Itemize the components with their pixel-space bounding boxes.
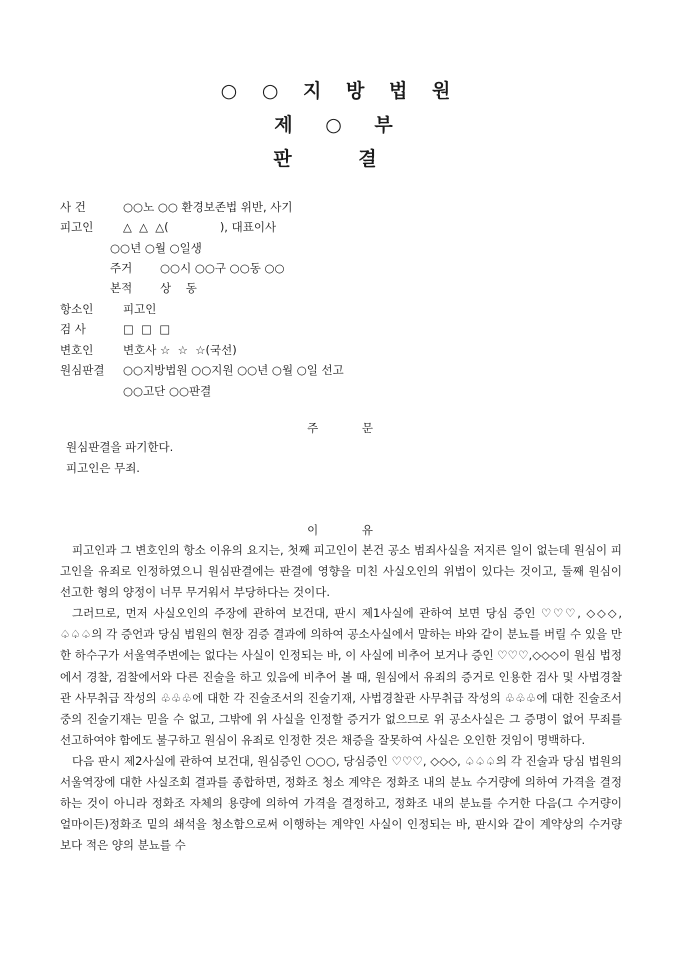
domicile-value: 상 동	[160, 281, 197, 295]
order-line: 원심판결을 파기한다.	[66, 440, 174, 454]
order-line: 피고인은 무죄.	[66, 461, 140, 475]
reasons-paragraph: 다음 판시 제2사실에 관하여 보건대, 원심증인 ○○○, 당심증인 ♡♡♡, ◇◇◇, ♤♤♤의 각 진술과 당심 법원의 서울역장에 대한 사실조회 결과를 종합하면, 정화조 청소 계약은 정화조 내의 분뇨 수거량에 의하여 가격을 결정하는 것이 아니라 정화조 자체의 용량에 의하여 가격을 결정하고, 정화조 내의 분뇨를 수거한 다음(그 수거량이 얼마이든)정화조 밑의 쇄석을 청소함으로써 이행하는 계약인 사실이 인정되는 바, 판시와 같이 계약상의 수거량보다 적은 양의 분뇨를 수	[60, 753, 622, 853]
case-value: ○○노 ○○ 환경보존법 위반, 사기	[123, 200, 293, 214]
defendant-row	[60, 220, 276, 234]
counsel-row	[60, 343, 237, 357]
original-judgment-row	[60, 363, 344, 377]
address-label: 주거	[110, 261, 133, 275]
prosecutor-label: 검 사	[60, 322, 86, 336]
defendant-value: △ △ △( ), 대표이사	[123, 220, 277, 234]
counsel-label: 변호인	[60, 343, 94, 357]
birth-value: ○○년 ○월 ○일생	[110, 241, 202, 255]
original-judgment-value: ○○지방법원 ○○지원 ○○년 ○월 ○일 선고	[123, 363, 344, 377]
reasons-paragraph: 피고인과 그 변호인의 항소 이유의 요지는, 첫째 피고인이 본건 공소 범죄사실을 저지른 일이 없는데 원심이 피고인을 유죄로 인정하였으니 원심판결에는 판결에 영향을 미친 사실오인의 위법이 있다는 것이고, 둘째 원심이 선고한 형의 양정이 너무 무거워서 부당하다는 것이다.	[60, 543, 622, 600]
document-type: 판 결	[273, 148, 407, 170]
reasons-body	[60, 540, 622, 856]
order-heading: 주 문	[307, 421, 373, 435]
order-body	[66, 437, 173, 479]
prosecutor-row	[60, 322, 170, 336]
original-judgment-value-2: ○○고단 ○○판결	[123, 384, 212, 398]
address-value: ○○시 ○○구 ○○동 ○○	[160, 261, 285, 275]
reasons-paragraph: 그러므로, 먼저 사실오인의 주장에 관하여 보건대, 판시 제1사실에 관하여 보면 당심 증인 ♡♡♡, ◇◇◇, ♤♤♤의 각 증언과 당심 법원의 현장 검증 결과에 의하여 공소사실에서 말하는 바와 같이 분뇨를 버릴 수 있을 만한 하수구가 서울역주변에는 없다는 사실이 인정되는 바, 이 사실에 비추어 보거나 증인 ♡♡♡,◇◇◇이 원심 법정에서 경찰, 검찰에서와 다른 진술을 하고 있음에 비추어 볼 때, 원심에서 유죄의 증거로 인용한 검사 및 사법경찰관 사무취급 작성의 ♧♧♧에 대한 각 진술조서의 진술기재, 사법경찰관 사무취급 작성의 ♧♧♧에 대한 진술조서 중의 진술기재는 믿을 수 없고, 그밖에 위 사실을 인정할 증거가 없으므로 위 공소사실은 그 증명이 없어 무죄를 선고하여야 함에도 불구하고 원심이 유죄로 인정한 것은 채증을 잘못하여 사실은 오인한 것임이 명백하다.	[60, 606, 622, 747]
prosecutor-value: □ □ □	[123, 322, 171, 336]
division-name: 제 ○ 부	[274, 114, 406, 136]
case-row	[60, 200, 293, 214]
appellant-row	[60, 302, 156, 316]
court-name: ○ ○ 지 방 법 원	[220, 80, 460, 102]
appellant-value: 피고인	[123, 302, 157, 316]
domicile-label: 본적	[110, 281, 133, 295]
birth-row	[60, 241, 202, 255]
original-judgment-row-2	[60, 384, 211, 398]
address-row	[60, 261, 285, 275]
original-judgment-label: 원심판결	[60, 363, 105, 377]
defendant-label: 피고인	[60, 220, 94, 234]
case-label: 사 건	[60, 200, 86, 214]
counsel-value: 변호사 ☆ ☆ ☆(국선)	[123, 343, 237, 357]
domicile-row	[60, 281, 197, 295]
reasons-heading: 이 유	[307, 523, 373, 537]
appellant-label: 항소인	[60, 302, 94, 316]
